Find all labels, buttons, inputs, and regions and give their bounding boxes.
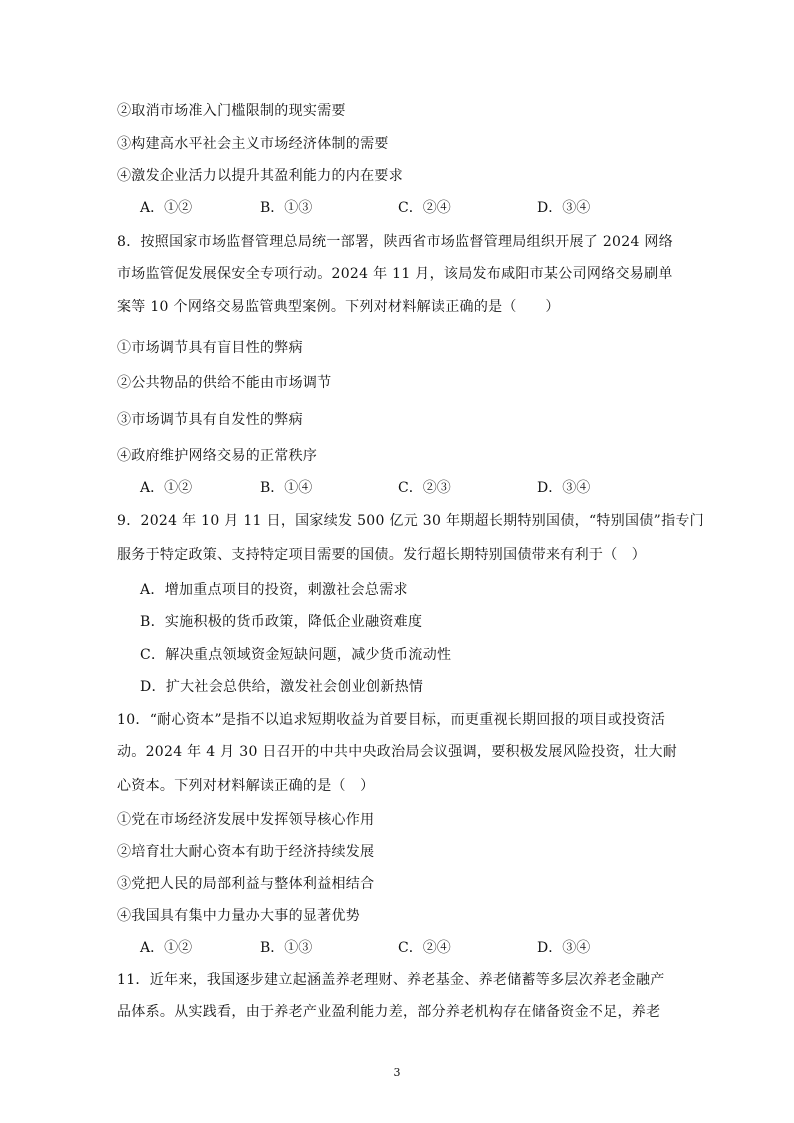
q8-option-c: C．②③ [398, 480, 451, 496]
q10-item-3: ③党把人民的局部利益与整体利益相结合 [117, 876, 375, 892]
q10-option-d: D．③④ [537, 940, 591, 956]
q8-option-d: D．③④ [537, 480, 591, 496]
q8-item-3: ③市场调节具有自发性的弊病 [117, 412, 303, 428]
q9-stem-line-1: 9．2024 年 10 月 11 日，国家续发 500 亿元 30 年期超长期特别国债，“特别国债”指专门 [117, 513, 704, 529]
q9-stem-line-2: 服务于特定政策、支持特定项目需要的国债。发行超长期特别国债带来有利于（ ） [117, 547, 647, 563]
q7-item-4: ④激发企业活力以提升其盈利能力的内在要求 [117, 168, 403, 184]
q7-item-2: ②取消市场准入门槛限制的现实需要 [117, 103, 346, 119]
q8-item-2: ②公共物品的供给不能由市场调节 [117, 375, 332, 391]
q9-choice-a: A．增加重点项目的投资，刺激社会总需求 [140, 582, 408, 598]
q7-option-d: D．③④ [537, 200, 591, 216]
q10-options [0, 938, 794, 958]
q10-item-4: ④我国具有集中力量办大事的显著优势 [117, 908, 361, 924]
q9-choice-c: C．解决重点领域资金短缺问题，减少货币流动性 [140, 647, 452, 663]
q10-stem-line-1: 10．“耐心资本”是指不以追求短期收益为首要目标，而更重视长期回报的项目或投资活 [117, 712, 666, 728]
q9-choice-d: D．扩大社会总供给，激发社会创业创新热情 [140, 679, 424, 695]
page-number: 3 [393, 1066, 401, 1079]
q10-item-1: ①党在市场经济发展中发挥领导核心作用 [117, 812, 375, 828]
q7-option-c: C．②④ [398, 200, 451, 216]
q8-item-1: ①市场调节具有盲目性的弊病 [117, 340, 303, 356]
q7-options [0, 198, 794, 218]
q10-item-2: ②培育壮大耐心资本有助于经济持续发展 [117, 844, 375, 860]
q7-option-a: A．①② [140, 200, 193, 216]
q7-item-3: ③构建高水平社会主义市场经济体制的需要 [117, 136, 389, 152]
q10-stem-line-2: 动。2024 年 4 月 30 日召开的中共中央政治局会议强调，要积极发展风险投资，壮大耐 [117, 744, 678, 760]
q8-option-a: A．①② [140, 480, 193, 496]
q7-option-b: B．①③ [260, 200, 313, 216]
q8-option-b: B．①④ [260, 480, 313, 496]
q10-option-b: B．①③ [260, 940, 313, 956]
q8-stem-line-3: 案等 10 个网络交易监管典型案例。下列对材料解读正确的是（ ） [117, 299, 560, 315]
q8-options [0, 478, 794, 498]
q8-stem-line-1: 8．按照国家市场监督管理总局统一部署，陕西省市场监督管理局组织开展了 2024 网络 [117, 234, 674, 250]
q11-stem-line-2: 品体系。从实践看，由于养老产业盈利能力差，部分养老机构存在储备资金不足，养老 [117, 1004, 661, 1020]
q10-option-c: C．②④ [398, 940, 451, 956]
q11-stem-line-1: 11．近年来，我国逐步建立起涵盖养老理财、养老基金、养老储蓄等多层次养老金融产 [117, 972, 665, 988]
q8-item-4: ④政府维护网络交易的正常秩序 [117, 448, 318, 464]
q9-choice-b: B．实施积极的货币政策，降低企业融资难度 [140, 614, 423, 630]
q10-option-a: A．①② [140, 940, 193, 956]
q8-stem-line-2: 市场监管促发展保安全专项行动。2024 年 11 月，该局发布咸阳市某公司网络交易刷单 [117, 266, 673, 282]
q10-stem-line-3: 心资本。下列对材料解读正确的是（ ） [117, 778, 375, 794]
